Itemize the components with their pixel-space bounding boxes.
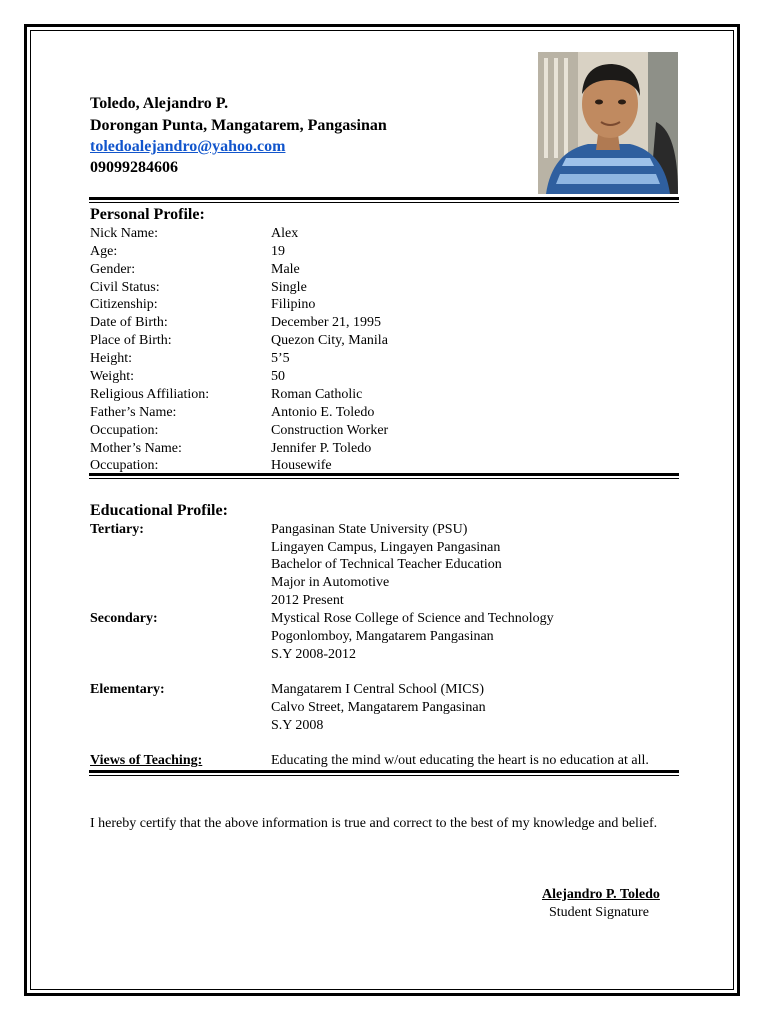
field-value: 19 bbox=[271, 244, 285, 259]
field-label: Mother’s Name: bbox=[90, 441, 182, 456]
secondary-label: Secondary: bbox=[90, 611, 158, 626]
personal-row-weight bbox=[90, 368, 680, 386]
personal-row-date-of-birth bbox=[90, 314, 680, 332]
phone-number: 09099284606 bbox=[90, 159, 178, 176]
views-of-teaching-label: Views of Teaching: bbox=[90, 753, 203, 768]
personal-row-place-of-birth bbox=[90, 332, 680, 350]
header-divider bbox=[89, 197, 679, 203]
field-label: Height: bbox=[90, 351, 132, 366]
personal-row-height bbox=[90, 350, 680, 368]
field-label: Date of Birth: bbox=[90, 315, 168, 330]
personal-row-religion bbox=[90, 386, 680, 404]
elementary-line: Calvo Street, Mangatarem Pangasinan bbox=[271, 700, 486, 715]
tertiary-line: Pangasinan State University (PSU) bbox=[271, 522, 468, 537]
email-link[interactable]: toledoalejandro@yahoo.com bbox=[90, 138, 286, 155]
field-label: Place of Birth: bbox=[90, 333, 172, 348]
field-value: Jennifer P. Toledo bbox=[271, 441, 372, 456]
field-value: Construction Worker bbox=[271, 423, 389, 438]
field-label: Age: bbox=[90, 244, 118, 259]
secondary-line: Pogonlomboy, Mangatarem Pangasinan bbox=[271, 629, 494, 644]
certification-statement: I hereby certify that the above information is true and correct to the best of my knowledge and belief. bbox=[90, 816, 658, 831]
field-label: Weight: bbox=[90, 369, 134, 384]
portrait-photo-icon bbox=[538, 52, 678, 194]
personal-row-age bbox=[90, 243, 680, 261]
elementary-line: Mangatarem I Central School (MICS) bbox=[271, 682, 485, 697]
secondary-line: S.Y 2008-2012 bbox=[271, 647, 357, 662]
field-value: Quezon City, Manila bbox=[271, 333, 388, 348]
education-divider bbox=[89, 770, 679, 776]
field-value: Male bbox=[271, 262, 300, 277]
field-value: Single bbox=[271, 280, 307, 295]
views-of-teaching-text: Educating the mind w/out educating the heart is no education at all. bbox=[271, 753, 649, 768]
personal-row-mother-name bbox=[90, 440, 680, 458]
field-label: Gender: bbox=[90, 262, 136, 277]
applicant-name: Toledo, Alejandro P. bbox=[90, 95, 229, 112]
field-label: Citizenship: bbox=[90, 297, 158, 312]
field-value: Filipino bbox=[271, 297, 316, 312]
field-label: Occupation: bbox=[90, 458, 159, 473]
portrait-photo bbox=[538, 52, 678, 194]
field-value: Roman Catholic bbox=[271, 387, 363, 402]
signature-name: Alejandro P. Toledo bbox=[542, 887, 660, 902]
field-value: 5’5 bbox=[271, 351, 290, 366]
personal-row-gender bbox=[90, 261, 680, 279]
field-value: Housewife bbox=[271, 458, 332, 473]
field-value: Alex bbox=[271, 226, 299, 241]
tertiary-line: Major in Automotive bbox=[271, 575, 390, 590]
tertiary-label: Tertiary: bbox=[90, 522, 144, 537]
personal-divider bbox=[89, 473, 679, 479]
field-value: December 21, 1995 bbox=[271, 315, 382, 330]
elementary-line: S.Y 2008 bbox=[271, 718, 324, 733]
personal-row-citizenship bbox=[90, 296, 680, 314]
field-label: Civil Status: bbox=[90, 280, 160, 295]
field-label: Religious Affiliation: bbox=[90, 387, 210, 402]
personal-row-civil-status bbox=[90, 279, 680, 297]
elementary-label: Elementary: bbox=[90, 682, 165, 697]
field-label: Nick Name: bbox=[90, 226, 159, 241]
personal-row-father-occupation bbox=[90, 422, 680, 440]
educational-profile-heading: Educational Profile: bbox=[90, 502, 228, 519]
signature-caption: Student Signature bbox=[549, 905, 649, 920]
field-value: Antonio E. Toledo bbox=[271, 405, 375, 420]
personal-row-nickname bbox=[90, 225, 680, 243]
tertiary-line: Bachelor of Technical Teacher Education bbox=[271, 557, 502, 572]
field-label: Occupation: bbox=[90, 423, 159, 438]
secondary-line: Mystical Rose College of Science and Technology bbox=[271, 611, 554, 626]
field-label: Father’s Name: bbox=[90, 405, 177, 420]
field-value: 50 bbox=[271, 369, 285, 384]
applicant-address: Dorongan Punta, Mangatarem, Pangasinan bbox=[90, 117, 387, 134]
tertiary-line: Lingayen Campus, Lingayen Pangasinan bbox=[271, 540, 501, 555]
tertiary-line: 2012 Present bbox=[271, 593, 344, 608]
personal-row-father-name bbox=[90, 404, 680, 422]
personal-profile-heading: Personal Profile: bbox=[90, 206, 205, 223]
